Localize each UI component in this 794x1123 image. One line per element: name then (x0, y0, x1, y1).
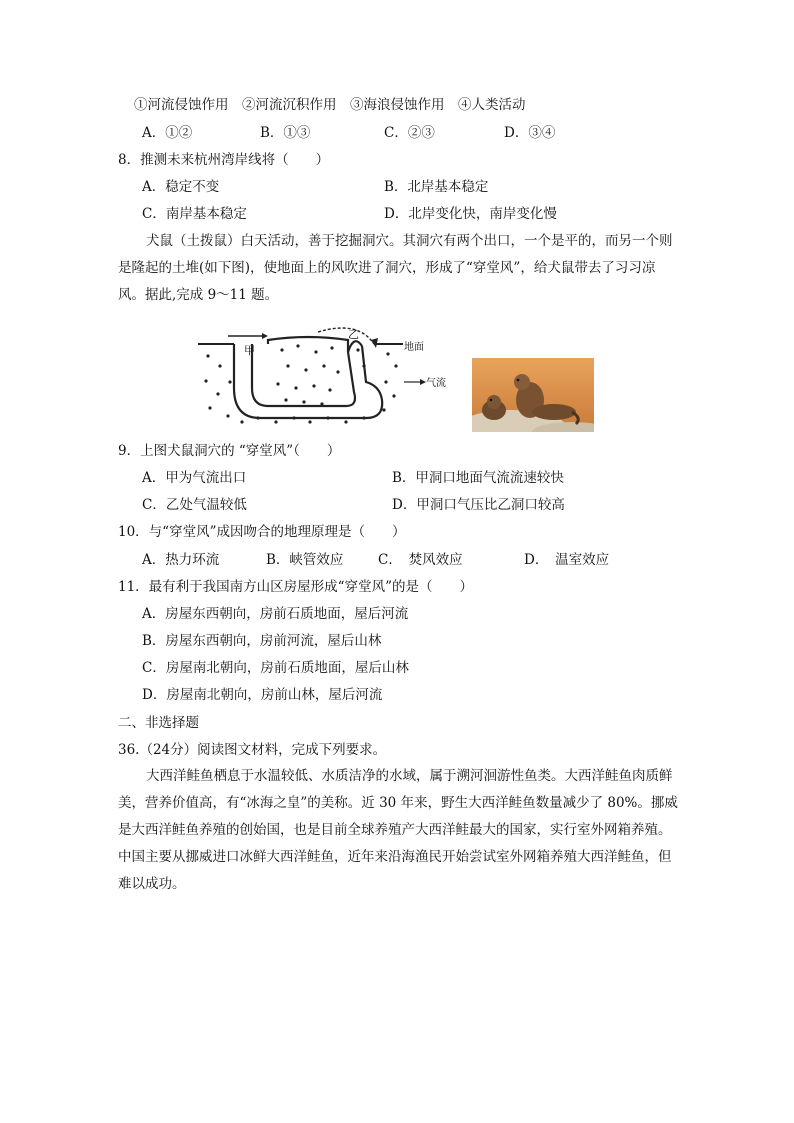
q8-option-d[interactable]: D．北岸变化快，南岸变化慢 (384, 206, 557, 222)
q11-option-a[interactable]: A．房屋东西朝向，房前石质地面，屋后河流 (142, 606, 409, 622)
q9-option-c[interactable]: C．乙处气温较低 (142, 497, 247, 513)
label-ground: 地面 (404, 342, 424, 353)
q11-option-b[interactable]: B．房屋东西朝向，房前河流，屋后山林 (142, 633, 382, 649)
label-airflow: 气流 (426, 378, 446, 389)
burrow-diagram (198, 326, 448, 426)
q11-stem: 11．最有利于我国南方山区房屋形成“穿堂风”的是（ ） (118, 579, 473, 595)
q10-stem: 10．与“穿堂风”成因吻合的地理原理是（ ） (118, 524, 406, 540)
q11-option-c[interactable]: C．房屋南北朝向，房前石质地面，屋后山林 (142, 660, 409, 676)
q10-option-c[interactable]: C． 焚风效应 (378, 552, 463, 568)
q7-option-a[interactable]: A．①② (142, 125, 193, 141)
q8-option-c[interactable]: C．南岸基本稳定 (142, 206, 247, 222)
q9-option-a[interactable]: A．甲为气流出口 (142, 470, 247, 486)
passage-prairie-dog: 犬鼠（土拨鼠）白天活动，善于挖掘洞穴。其洞穴有两个出口，一个是平的，而另一个则是隆起的土堆(如下图)，使地面上的风吹进了洞穴，形成了“穿堂风”，给犬鼠带去了习习凉风。据此,完成 9～11 题。 (118, 233, 673, 303)
q9-option-b[interactable]: B．甲洞口地面气流流速较快 (392, 470, 564, 486)
q10-option-a[interactable]: A．热力环流 (142, 552, 220, 568)
label-yi: 乙 (348, 328, 359, 341)
q7-option-c[interactable]: C．②③ (384, 125, 435, 141)
q36-passage: 大西洋鲑鱼栖息于水温较低、水质洁净的水域，属于溯河洄游性鱼类。大西洋鲑鱼肉质鲜美，营养价值高，有“冰海之皇”的美称。近 30 年来，野生大西洋鲑鱼数量减少了 80%。挪威是大西洋鲑鱼养殖的创始国，也是目前全球养殖产大西洋鲑最大的国家，实行室外网箱养殖。中国主要从挪威进口冰鲜大西洋鲑鱼，近年来沿海渔民开始尝试室外网箱养殖大西洋鲑鱼，但难以成功。 (118, 768, 678, 892)
q8-option-b[interactable]: B．北岸基本稳定 (384, 179, 489, 195)
q10-option-b[interactable]: B．峡管效应 (266, 552, 344, 568)
q9-stem: 9．上图犬鼠洞穴的 “穿堂风”（ ） (118, 443, 341, 459)
section-heading: 二、非选择题 (118, 715, 199, 731)
q11-option-d[interactable]: D．房屋南北朝向，房前山林，屋后河流 (142, 687, 383, 703)
q7-option-b[interactable]: B．①③ (260, 125, 311, 141)
prairie-dog-photo (472, 358, 594, 432)
label-jia: 甲 (244, 344, 255, 357)
q8-stem: 8．推测未来杭州湾岸线将（ ） (118, 152, 330, 168)
q7-option-d[interactable]: D．③④ (504, 125, 556, 141)
q9-option-d[interactable]: D．甲洞口气压比乙洞口较高 (392, 497, 565, 513)
q10-option-d[interactable]: D． 温室效应 (524, 552, 610, 568)
q36-stem: 36.（24分）阅读图文材料，完成下列要求。 (118, 742, 387, 758)
q7-items: ①河流侵蚀作用 ②河流沉积作用 ③海浪侵蚀作用 ④人类活动 (134, 97, 526, 113)
q8-option-a[interactable]: A．稳定不变 (142, 179, 220, 195)
